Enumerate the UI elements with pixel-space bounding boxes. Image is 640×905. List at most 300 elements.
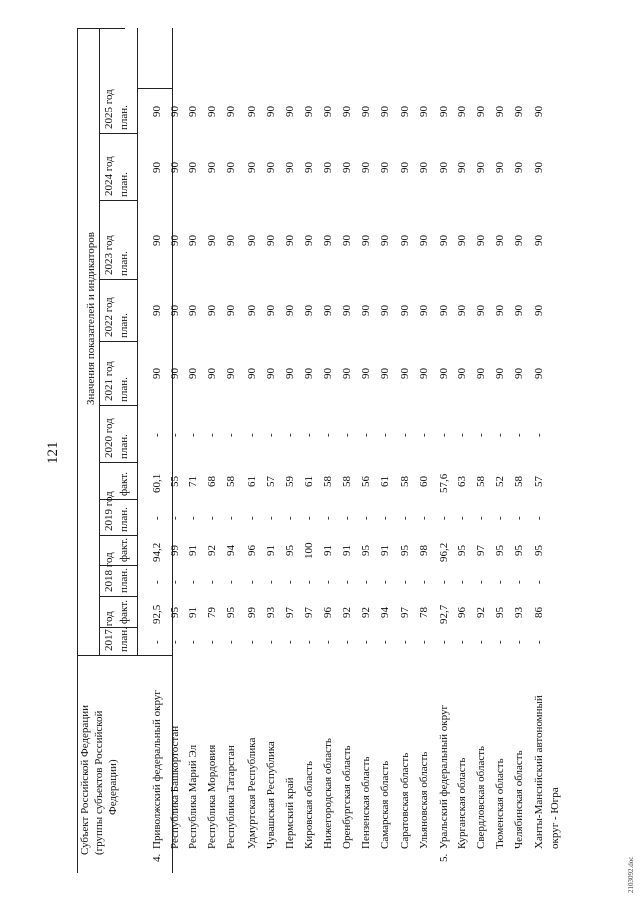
header-rule: [137, 28, 138, 655]
value-cell: 90: [225, 305, 237, 316]
value-cell: -: [322, 516, 334, 520]
value-cell: 90: [438, 105, 450, 117]
value-cell: -: [379, 579, 391, 584]
value-cell: 90: [456, 161, 468, 173]
value-cell: 79: [206, 606, 218, 618]
value-cell: -: [494, 579, 506, 584]
year-header: 2018 год: [103, 552, 115, 592]
value-cell: 90: [399, 234, 411, 246]
sub-column-header: план.: [118, 172, 130, 197]
value-cell: 97: [303, 606, 315, 618]
value-cell: -: [456, 432, 468, 437]
value-cell: -: [438, 640, 450, 644]
value-cell: 90: [322, 368, 334, 379]
value-cell: 90: [533, 368, 545, 379]
value-cell: -: [533, 432, 545, 437]
value-cell: 90: [379, 105, 391, 117]
value-cell: 93: [513, 606, 525, 618]
value-cell: 90: [303, 234, 315, 246]
sub-column-header: план.: [118, 568, 130, 593]
value-cell: 95: [456, 545, 468, 556]
value-cell: 91: [379, 545, 391, 556]
value-cell: 90: [303, 161, 315, 173]
value-cell: 90: [494, 305, 506, 316]
page-number: 121: [45, 441, 61, 464]
value-cell: 91: [187, 545, 199, 556]
row-number: 5.: [438, 853, 450, 862]
table-border-top: [77, 28, 125, 29]
value-cell: 92: [341, 606, 353, 618]
value-cell: 90: [379, 305, 391, 316]
value-cell: -: [322, 432, 334, 437]
year-header: 2024 год: [103, 156, 115, 196]
value-cell: 96: [456, 606, 468, 618]
value-cell: 61: [379, 475, 391, 487]
value-cell: 90: [399, 305, 411, 316]
value-cell: 90: [360, 368, 372, 379]
year-header: 2022 год: [103, 297, 115, 337]
subject-name: Уральский федеральный округ: [438, 704, 450, 849]
column-rule: [99, 341, 137, 342]
column-rule: [99, 405, 137, 406]
value-cell: -: [206, 516, 218, 520]
value-cell: -: [246, 432, 258, 437]
column-rule: [99, 596, 137, 597]
value-cell: -: [187, 516, 199, 520]
value-cell: 90: [399, 105, 411, 117]
value-cell: -: [438, 579, 450, 584]
value-cell: 90: [225, 234, 237, 246]
value-cell: 90: [206, 105, 218, 117]
value-cell: -: [513, 516, 525, 520]
value-cell: 90: [151, 105, 163, 117]
value-cell: 94: [225, 545, 237, 556]
sub-column-header: план.: [118, 313, 130, 338]
value-cell: 90: [456, 368, 468, 379]
value-cell: 58: [399, 475, 411, 487]
value-cell: 90: [475, 105, 487, 117]
value-cell: -: [225, 640, 237, 644]
value-cell: 91: [341, 545, 353, 556]
value-cell: 95: [284, 545, 296, 556]
value-cell: 90: [341, 305, 353, 316]
value-cell: -: [284, 432, 296, 437]
value-cell: -: [169, 432, 181, 437]
value-cell: -: [265, 432, 277, 437]
value-cell: 91: [265, 545, 277, 556]
table-border-left: [77, 28, 78, 873]
value-cell: -: [360, 579, 372, 584]
column-rule: [99, 655, 137, 656]
value-cell: 90: [360, 234, 372, 246]
value-cell: 90: [513, 305, 525, 316]
value-cell: 95: [494, 545, 506, 556]
value-cell: 97: [475, 545, 487, 556]
value-cell: 90: [438, 305, 450, 316]
value-cell: 58: [475, 475, 487, 487]
value-cell: 90: [265, 234, 277, 246]
subject-name: Тюменская область: [494, 758, 506, 849]
subject-name: Челябинская область: [513, 750, 525, 849]
value-cell: 90: [475, 161, 487, 173]
subject-name: Свердловская область: [475, 745, 487, 849]
value-cell: 90: [246, 368, 258, 379]
value-cell: -: [303, 640, 315, 644]
column-rule: [99, 133, 137, 134]
sub-column-header: план.: [118, 507, 130, 532]
value-cell: -: [533, 640, 545, 644]
value-cell: 90: [169, 305, 181, 316]
value-cell: -: [360, 640, 372, 644]
value-cell: 58: [341, 475, 353, 487]
value-cell: -: [341, 640, 353, 644]
value-cell: 90: [265, 161, 277, 173]
value-cell: 90: [341, 234, 353, 246]
value-cell: 90: [284, 368, 296, 379]
value-cell: 95: [513, 545, 525, 556]
value-cell: -: [169, 640, 181, 644]
value-cell: -: [187, 579, 199, 584]
subject-name: Оренбургская область: [341, 745, 353, 849]
value-cell: 90: [206, 234, 218, 246]
value-cell: 90: [360, 105, 372, 117]
value-cell: 90: [169, 161, 181, 173]
value-cell: 90: [418, 105, 430, 117]
value-cell: 60,1: [151, 473, 163, 493]
value-cell: 57,6: [438, 473, 450, 493]
value-cell: 90: [533, 161, 545, 173]
value-cell: 52: [494, 475, 506, 487]
value-cell: -: [438, 432, 450, 437]
value-cell: 90: [438, 161, 450, 173]
value-cell: 91: [187, 606, 199, 618]
value-cell: 90: [284, 234, 296, 246]
value-cell: -: [533, 579, 545, 584]
value-cell: 90: [265, 305, 277, 316]
sub-column-header: факт.: [118, 600, 130, 624]
value-cell: 90: [399, 368, 411, 379]
subject-name: Удмуртская Республика: [246, 737, 258, 849]
value-cell: 90: [379, 234, 391, 246]
value-cell: 57: [265, 475, 277, 487]
subject-name: Курганская область: [456, 757, 468, 849]
value-cell: 90: [341, 368, 353, 379]
value-cell: 90: [513, 161, 525, 173]
subject-name: округ - Югра: [549, 787, 561, 849]
value-cell: 90: [151, 161, 163, 173]
sub-column-header: план.: [118, 251, 130, 276]
value-cell: -: [360, 432, 372, 437]
value-cell: 97: [399, 606, 411, 618]
value-cell: -: [399, 640, 411, 644]
value-cell: -: [399, 579, 411, 584]
subject-header: Федерации): [107, 759, 119, 815]
value-cell: -: [322, 640, 334, 644]
value-cell: 90: [438, 368, 450, 379]
value-cell: 90: [151, 234, 163, 246]
value-cell: 90: [418, 305, 430, 316]
value-cell: 90: [379, 368, 391, 379]
value-cell: 90: [418, 368, 430, 379]
value-cell: -: [187, 432, 199, 437]
value-cell: -: [265, 579, 277, 584]
value-cell: -: [418, 640, 430, 644]
value-cell: -: [456, 640, 468, 644]
value-cell: 90: [322, 161, 334, 173]
value-cell: 96: [246, 545, 258, 556]
value-cell: 90: [284, 161, 296, 173]
value-cell: 90: [379, 161, 391, 173]
column-rule: [137, 88, 172, 89]
value-cell: 92: [206, 545, 218, 556]
value-cell: 61: [246, 475, 258, 487]
value-cell: 90: [246, 234, 258, 246]
value-cell: -: [341, 516, 353, 520]
value-cell: 90: [456, 105, 468, 117]
value-cell: 90: [513, 105, 525, 117]
value-cell: -: [169, 579, 181, 584]
value-cell: -: [475, 432, 487, 437]
value-cell: 100: [303, 542, 315, 559]
value-cell: 95: [360, 545, 372, 556]
value-cell: -: [438, 516, 450, 520]
subject-name: Кировская область: [303, 760, 315, 849]
row-number: 4.: [151, 853, 163, 862]
value-cell: -: [418, 579, 430, 584]
value-cell: 60: [418, 475, 430, 487]
value-cell: 90: [513, 234, 525, 246]
column-rule: [99, 200, 137, 201]
value-cell: -: [399, 432, 411, 437]
value-cell: 90: [341, 105, 353, 117]
value-cell: -: [494, 516, 506, 520]
value-cell: 95: [225, 606, 237, 618]
value-cell: 90: [246, 305, 258, 316]
subject-name: Чувашская Республика: [265, 741, 277, 849]
value-cell: 90: [513, 368, 525, 379]
value-cell: 90: [399, 161, 411, 173]
value-cell: 68: [206, 475, 218, 487]
subject-name: Республика Мордовия: [206, 744, 218, 849]
value-cell: 95: [533, 545, 545, 556]
sub-column-header: факт.: [118, 538, 130, 562]
year-header: 2017 год: [103, 611, 115, 651]
value-cell: 95: [494, 606, 506, 618]
value-cell: -: [284, 516, 296, 520]
subject-name: Пермский край: [284, 777, 296, 849]
value-cell: -: [475, 640, 487, 644]
value-cell: 90: [187, 305, 199, 316]
value-cell: -: [284, 640, 296, 644]
value-cell: 90: [533, 305, 545, 316]
value-cell: -: [399, 516, 411, 520]
indicators-header: Значения показателей и индикаторов: [85, 232, 97, 405]
value-cell: 90: [322, 105, 334, 117]
sub-column-header: план.: [118, 434, 130, 459]
value-cell: -: [341, 579, 353, 584]
subject-name: Самарская область: [379, 760, 391, 849]
value-cell: 90: [303, 305, 315, 316]
value-cell: -: [513, 432, 525, 437]
value-cell: 90: [533, 234, 545, 246]
subject-name: Республика Башкортостан: [169, 725, 181, 849]
value-cell: -: [494, 432, 506, 437]
value-cell: 90: [169, 105, 181, 117]
value-cell: 90: [494, 368, 506, 379]
value-cell: 94,2: [151, 542, 163, 562]
value-cell: -: [206, 432, 218, 437]
value-cell: 90: [418, 234, 430, 246]
value-cell: 90: [151, 368, 163, 379]
value-cell: -: [265, 516, 277, 520]
value-cell: 97: [284, 606, 296, 618]
year-header: 2019 год: [103, 491, 115, 531]
value-cell: 90: [438, 234, 450, 246]
value-cell: -: [265, 640, 277, 644]
value-cell: -: [303, 432, 315, 437]
value-cell: -: [379, 640, 391, 644]
value-cell: 90: [206, 161, 218, 173]
value-cell: 90: [284, 105, 296, 117]
value-cell: 90: [494, 234, 506, 246]
value-cell: 90: [456, 305, 468, 316]
value-cell: 99: [169, 545, 181, 556]
value-cell: 90: [187, 234, 199, 246]
value-cell: -: [225, 516, 237, 520]
subject-name: Ханты-Мансийский автономный: [533, 695, 545, 849]
value-cell: 61: [303, 475, 315, 487]
column-rule: [99, 462, 137, 463]
value-cell: -: [284, 579, 296, 584]
value-cell: -: [513, 640, 525, 644]
value-cell: 56: [360, 475, 372, 487]
value-cell: -: [322, 579, 334, 584]
value-cell: 90: [225, 161, 237, 173]
value-cell: -: [475, 516, 487, 520]
value-cell: 78: [418, 606, 430, 618]
value-cell: -: [475, 579, 487, 584]
sub-column-header: факт.: [118, 472, 130, 496]
value-cell: 90: [187, 368, 199, 379]
column-rule: [99, 535, 137, 536]
value-cell: -: [303, 579, 315, 584]
value-cell: 90: [246, 161, 258, 173]
sub-column-header: план.: [118, 627, 130, 652]
value-cell: 90: [341, 161, 353, 173]
value-cell: 57: [533, 475, 545, 487]
value-cell: 92: [360, 606, 372, 618]
value-cell: 59: [284, 475, 296, 487]
sub-column-header: план.: [118, 377, 130, 402]
value-cell: 86: [533, 606, 545, 618]
value-cell: 55: [169, 475, 181, 487]
value-cell: 90: [360, 305, 372, 316]
year-header: 2021 год: [103, 361, 115, 401]
document-footer: 2103092.doc: [627, 856, 635, 893]
value-cell: 90: [322, 305, 334, 316]
value-cell: 90: [475, 368, 487, 379]
value-cell: 90: [303, 368, 315, 379]
value-cell: -: [418, 432, 430, 437]
value-cell: 58: [513, 475, 525, 487]
value-cell: 90: [169, 234, 181, 246]
value-cell: -: [225, 579, 237, 584]
value-cell: 99: [246, 606, 258, 618]
value-cell: -: [360, 516, 372, 520]
value-cell: 96: [322, 606, 334, 618]
value-cell: 90: [187, 161, 199, 173]
value-cell: 90: [206, 305, 218, 316]
value-cell: 92: [475, 606, 487, 618]
value-cell: 90: [206, 368, 218, 379]
value-cell: 90: [265, 368, 277, 379]
subject-header: (группы субъектов Российской: [93, 710, 105, 855]
subject-name: Нижегородская область: [322, 738, 334, 849]
value-cell: 90: [151, 305, 163, 316]
value-cell: -: [151, 432, 163, 437]
subject-name: Республика Марий Эл: [187, 744, 199, 849]
value-cell: -: [151, 579, 163, 584]
value-cell: 94: [379, 606, 391, 618]
value-cell: -: [169, 516, 181, 520]
value-cell: -: [246, 640, 258, 644]
value-cell: -: [513, 579, 525, 584]
value-cell: -: [151, 640, 163, 644]
value-cell: 90: [187, 105, 199, 117]
value-cell: -: [303, 516, 315, 520]
value-cell: 90: [494, 161, 506, 173]
subject-name: Пензенская область: [360, 756, 372, 849]
value-cell: 90: [265, 105, 277, 117]
value-cell: 96,2: [438, 542, 450, 562]
value-cell: -: [456, 516, 468, 520]
value-cell: -: [456, 579, 468, 584]
subject-name: Приволжский федеральный округ: [151, 690, 163, 849]
value-cell: 90: [225, 368, 237, 379]
value-cell: 90: [303, 105, 315, 117]
value-cell: -: [225, 432, 237, 437]
value-cell: 98: [418, 545, 430, 556]
value-cell: -: [151, 516, 163, 520]
value-cell: 71: [187, 475, 199, 487]
value-cell: 90: [475, 305, 487, 316]
value-cell: -: [494, 640, 506, 644]
value-cell: 58: [322, 475, 334, 487]
value-cell: 95: [399, 545, 411, 556]
value-cell: 93: [265, 606, 277, 618]
value-cell: 92,7: [438, 604, 450, 624]
value-cell: -: [187, 640, 199, 644]
value-cell: -: [246, 516, 258, 520]
subject-name: Саратовская область: [399, 752, 411, 849]
year-header: 2023 год: [103, 235, 115, 275]
value-cell: 92,5: [151, 604, 163, 624]
value-cell: 90: [456, 234, 468, 246]
value-cell: 90: [284, 305, 296, 316]
value-cell: -: [206, 640, 218, 644]
column-rule: [99, 279, 137, 280]
value-cell: -: [418, 516, 430, 520]
value-cell: 95: [169, 606, 181, 618]
value-cell: 63: [456, 475, 468, 487]
value-cell: 90: [225, 105, 237, 117]
value-cell: 91: [322, 545, 334, 556]
value-cell: 90: [418, 161, 430, 173]
value-cell: 90: [322, 234, 334, 246]
value-cell: 90: [475, 234, 487, 246]
value-cell: 90: [533, 105, 545, 117]
value-cell: 90: [246, 105, 258, 117]
